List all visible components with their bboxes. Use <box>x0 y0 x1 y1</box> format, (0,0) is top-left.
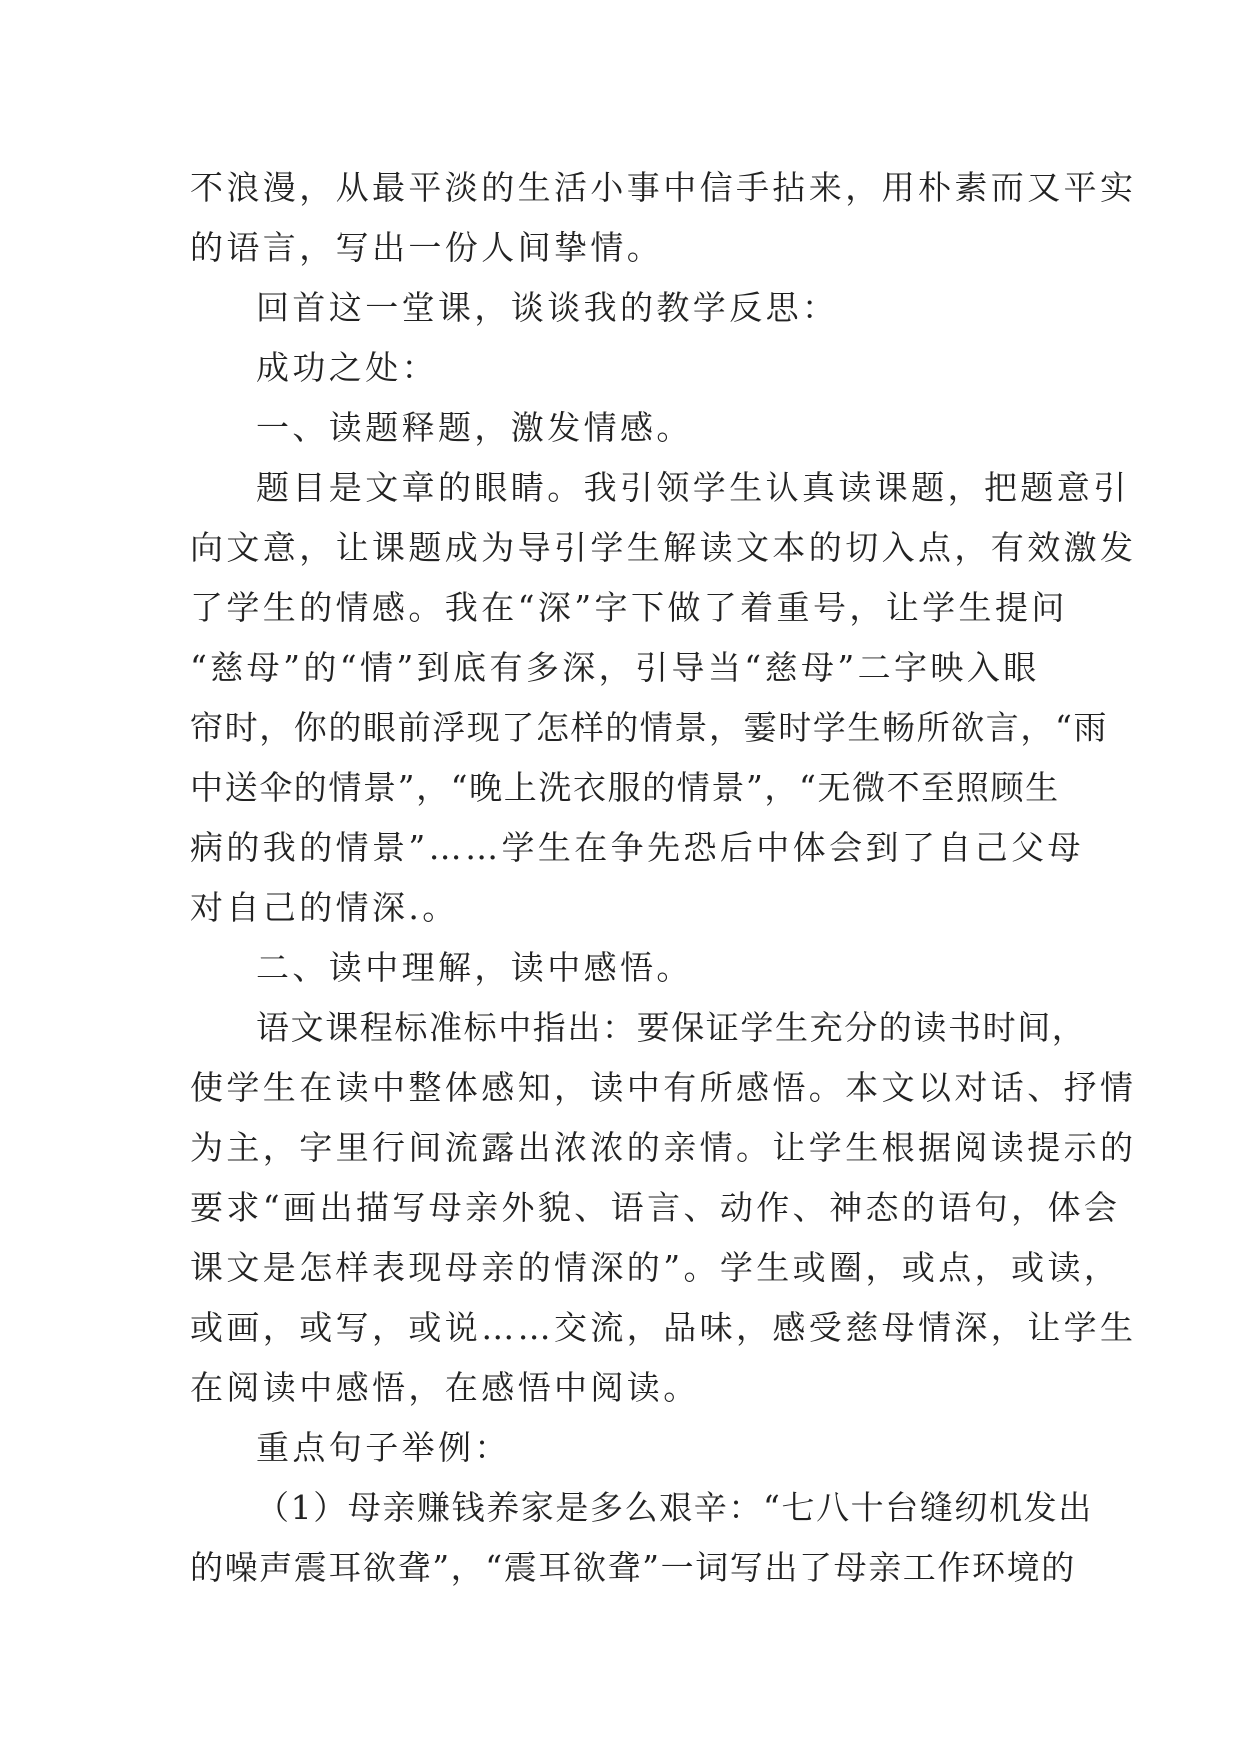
section-heading: 成功之处： <box>256 348 438 387</box>
text-line: 要求“画出描写母亲外貌、语言、动作、神态的语句，体会 <box>190 1188 1121 1227</box>
text-line: 的语言，写出一份人间挚情。 <box>190 228 664 267</box>
text-line: 或画，或写，或说……交流，品味，感受慈母情深，让学生 <box>190 1308 1137 1347</box>
text-line: 语文课程标准标中指出：要保证学生充分的读书时间， <box>256 1008 1087 1047</box>
text-line: 帘时，你的眼前浮现了怎样的情景，霎时学生畅所欲言，“雨 <box>190 708 1109 747</box>
text-line: 使学生在读中整体感知，读中有所感悟。本文以对话、抒情 <box>190 1068 1137 1107</box>
text-line: 不浪漫，从最平淡的生活小事中信手拈来，用朴素而又平实 <box>190 168 1137 207</box>
section-heading: 二、读中理解，读中感悟。 <box>256 948 693 987</box>
text-line: 的噪声震耳欲聋”，“震耳欲聋”一词写出了母亲工作环境的 <box>190 1548 1076 1587</box>
text-line: （1）母亲赚钱养家是多么艰辛：“七八十台缝纫机发出 <box>256 1488 1093 1527</box>
text-line: 了学生的情感。我在“深”字下做了着重号，让学生提问 <box>190 588 1068 627</box>
text-line: 为主，字里行间流露出浓浓的亲情。让学生根据阅读提示的 <box>190 1128 1137 1167</box>
text-line: 题目是文章的眼睛。我引领学生认真读课题，把题意引 <box>256 468 1130 507</box>
text-line: 在阅读中感悟，在感悟中阅读。 <box>190 1368 700 1407</box>
section-heading: 一、读题释题，激发情感。 <box>256 408 693 447</box>
section-heading: 重点句子举例： <box>256 1428 511 1467</box>
text-line: 中送伞的情景”，“晚上洗衣服的情景”，“无微不至照顾生 <box>190 768 1060 807</box>
text-line: 回首这一堂课，谈谈我的教学反思： <box>256 288 839 327</box>
text-line: 向文意，让课题成为导引学生解读文本的切入点，有效激发 <box>190 528 1137 567</box>
text-line: “慈母”的“情”到底有多深，引导当“慈母”二字映入眼 <box>190 648 1040 687</box>
text-line: 病的我的情景”……学生在争先恐后中体会到了自己父母 <box>190 828 1084 867</box>
text-line: 对自己的情深.。 <box>190 888 459 927</box>
text-line: 课文是怎样表现母亲的情深的”。学生或圈，或点，或读， <box>190 1248 1121 1287</box>
